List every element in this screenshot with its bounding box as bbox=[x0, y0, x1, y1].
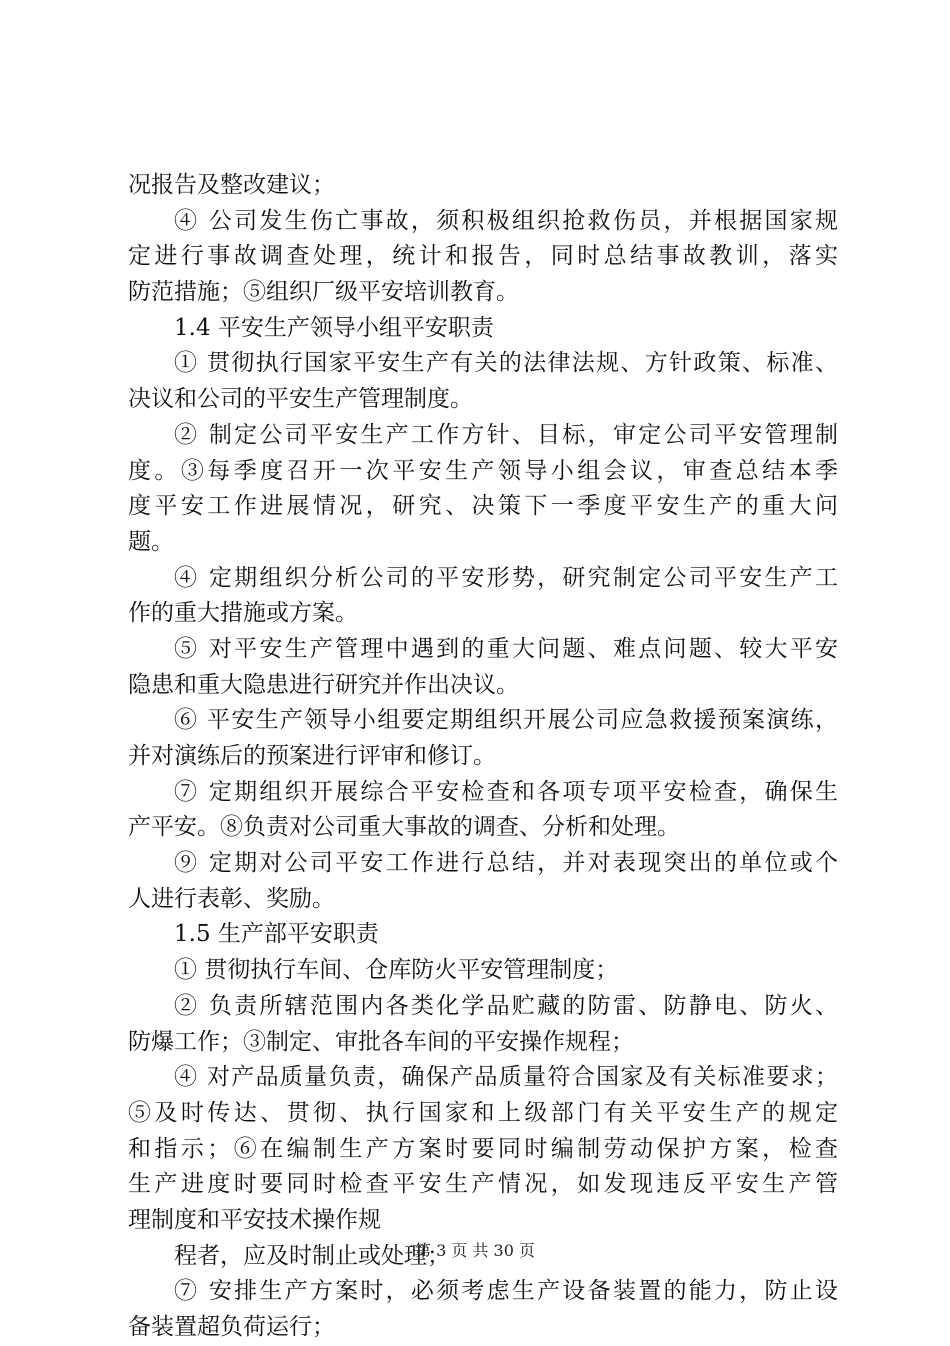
document-line: 人进行表彰、奖励。 bbox=[128, 885, 335, 912]
document-line: 况报告及整改建议； bbox=[128, 172, 335, 198]
document-line: 理制度和平安技术操作规 bbox=[128, 1206, 381, 1233]
page-footer: 第 3 页 共 30 页 bbox=[415, 1241, 535, 1260]
document-line: 生产进度时要同时检查平安生产情况，如发现违反平安生产管 bbox=[128, 1171, 838, 1198]
document-line: ④ 对产品质量负责，确保产品质量符合国家及有关标准要求； bbox=[174, 1064, 838, 1091]
document-line: 隐患和重大隐患进行研究并作出决议。 bbox=[128, 671, 519, 698]
document-line: 1.5 生产部平安职责 bbox=[174, 921, 379, 948]
document-line: 定进行事故调查处理，统计和报告，同时总结事故教训，落实 bbox=[128, 243, 838, 270]
document-line: ① 贯彻执行车间、仓库防火平安管理制度； bbox=[174, 957, 619, 984]
document-line: 和指示；⑥在编制生产方案时要同时编制劳动保护方案，检查 bbox=[128, 1135, 838, 1162]
document-line: 程者，应及时制止或处理； bbox=[174, 1242, 450, 1269]
document-line: 防范措施；⑤组织厂级平安培训教育。 bbox=[128, 279, 519, 306]
document-line: 决议和公司的平安生产管理制度。 bbox=[128, 386, 473, 413]
document-line: 备装置超负荷运行； bbox=[128, 1314, 335, 1340]
document-line: ④ 定期组织分析公司的平安形势，研究制定公司平安生产工 bbox=[174, 564, 838, 591]
document-line: 度平安工作进展情况，研究、决策下一季度平安生产的重大问 bbox=[128, 493, 838, 520]
document-line: ⑦ 定期组织开展综合平安检查和各项专项平安检查，确保生 bbox=[174, 778, 838, 805]
document-line: ④ 公司发生伤亡事故，须积极组织抢救伤员，并根据国家规 bbox=[174, 207, 838, 234]
document-body bbox=[128, 168, 838, 1346]
document-line: 1.4 平安生产领导小组平安职责 bbox=[174, 314, 494, 341]
document-line: ⑥ 平安生产领导小组要定期组织开展公司应急救援预案演练， bbox=[174, 707, 838, 734]
document-line: ⑤及时传达、贯彻、执行国家和上级部门有关平安生产的规定 bbox=[128, 1099, 838, 1126]
document-line: 防爆工作；③制定、审批各车间的平安操作规程； bbox=[128, 1028, 634, 1055]
document-line: ① 贯彻执行国家平安生产有关的法律法规、方针政策、标准、 bbox=[174, 350, 838, 377]
document-line: ② 负责所辖范围内各类化学品贮藏的防雷、防静电、防火、 bbox=[174, 992, 838, 1019]
document-line: ⑤ 对平安生产管理中遇到的重大问题、难点问题、较大平安 bbox=[174, 635, 838, 662]
document-line: 并对演练后的预案进行评审和修订。 bbox=[128, 743, 496, 769]
document-line: ② 制定公司平安生产工作方针、目标，审定公司平安管理制 bbox=[174, 421, 838, 448]
document-line: 度。③每季度召开一次平安生产领导小组会议，审查总结本季 bbox=[128, 457, 838, 484]
document-line: 产平安。⑧负责对公司重大事故的调查、分析和处理。 bbox=[128, 814, 680, 841]
document-line: 作的重大措施或方案。 bbox=[128, 600, 358, 627]
document-line: 题。 bbox=[128, 528, 174, 555]
document-line: ⑦ 安排生产方案时，必须考虑生产设备装置的能力，防止设 bbox=[174, 1278, 838, 1305]
document-line: ⑨ 定期对公司平安工作进行总结，并对表现突出的单位或个 bbox=[174, 850, 838, 877]
